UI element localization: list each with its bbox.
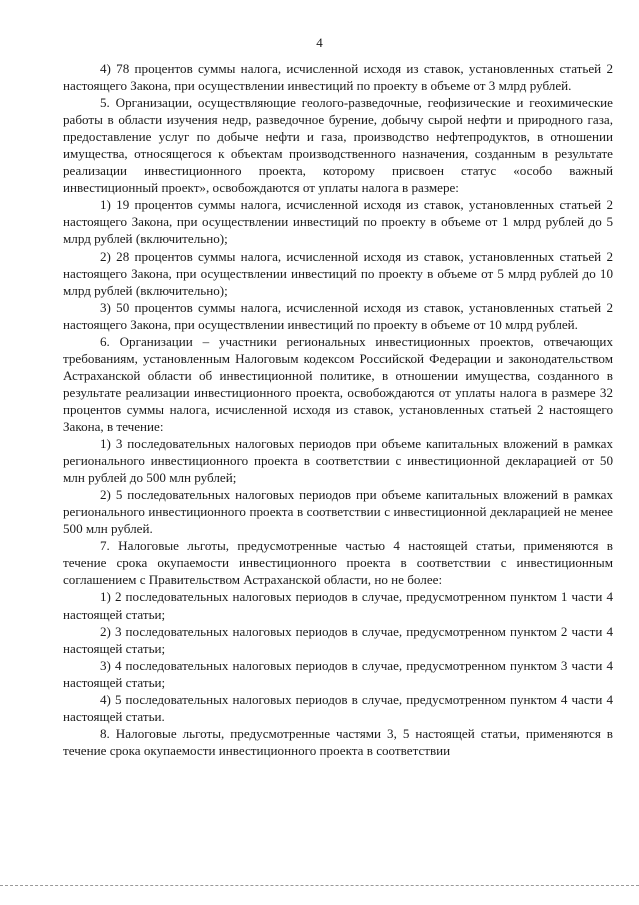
paragraph: 4) 5 последовательных налоговых периодов в случае, предусмотренном пунктом 4 части 4 настоящей статьи. (63, 691, 613, 724)
paragraph: 1) 2 последовательных налоговых периодов в случае, предусмотренном пунктом 1 части 4 настоящей статьи; (63, 589, 613, 622)
paragraph: 5. Организации, осуществляющие геолого-разведочные, геофизические и геохимические работы в области изучения недр, разведочное бурение, добычу сырой нефти и природного газа, предоставление услуг по добыче нефти и газа, производство нефтепродуктов, в отношении имущества, относящегося к объектам производственного назначения, созданным в результате реализации инвестиционного проекта, которому присвоен статус «особо важный инвестиционный проект», освобождаются от уплаты налога в размере: (63, 95, 613, 196)
paragraph: 6. Организации – участники региональных инвестиционных проектов, отвечающих требованиям, установленным Налоговым кодексом Российской Федерации и законодательством Астраханской области об инвестиционной политике, в отношении имущества, созданного в результате реализации инвестиционного проекта, освобождаются от уплаты налога в размере 32 процентов суммы налога, исчисленной исходя из ставок, установленных статьей 2 настоящего Закона, в течение: (63, 333, 613, 434)
page-bottom-divider (0, 885, 639, 886)
paragraph: 3) 50 процентов суммы налога, исчисленной исходя из ставок, установленных статьей 2 настоящего Закона, при осуществлении инвестиций по проекту в объеме от 10 млрд рублей. (63, 299, 613, 332)
paragraph: 2) 5 последовательных налоговых периодов при объеме капитальных вложений в рамках регионального инвестиционного проекта в соответствии с инвестиционной декларацией не менее 500 млн рублей. (63, 487, 613, 537)
paragraph: 2) 28 процентов суммы налога, исчисленной исходя из ставок, установленных статьей 2 настоящего Закона, при осуществлении инвестиций по проекту в объеме от 5 млрд рублей до 10 млрд рублей (включительно); (63, 248, 613, 298)
paragraph: 1) 19 процентов суммы налога, исчисленной исходя из ставок, установленных статьей 2 настоящего Закона, при осуществлении инвестиций по проекту в объеме от 1 млрд рублей до 5 млрд рублей (включительно); (63, 197, 613, 247)
page-number: 4 (316, 35, 323, 50)
paragraph: 2) 3 последовательных налоговых периодов в случае, предусмотренном пунктом 2 части 4 настоящей статьи; (63, 623, 613, 656)
document-body (63, 60, 613, 759)
paragraph: 3) 4 последовательных налоговых периодов в случае, предусмотренном пунктом 3 части 4 настоящей статьи; (63, 657, 613, 690)
paragraph: 1) 3 последовательных налоговых периодов при объеме капитальных вложений в рамках регионального инвестиционного проекта в соответствии с инвестиционной декларацией от 50 млн рублей до 500 млн рублей; (63, 436, 613, 486)
paragraph: 7. Налоговые льготы, предусмотренные частью 4 настоящей статьи, применяются в течение срока окупаемости инвестиционного проекта в соответствии с инвестиционным соглашением с Правительством Астраханской области, но не более: (63, 538, 613, 588)
paragraph: 4) 78 процентов суммы налога, исчисленной исходя из ставок, установленных статьей 2 настоящего Закона, при осуществлении инвестиций по проекту в объеме от 3 млрд рублей. (63, 61, 613, 94)
paragraph: 8. Налоговые льготы, предусмотренные частями 3, 5 настоящей статьи, применяются в течение срока окупаемости инвестиционного проекта в соответствии (63, 725, 613, 758)
